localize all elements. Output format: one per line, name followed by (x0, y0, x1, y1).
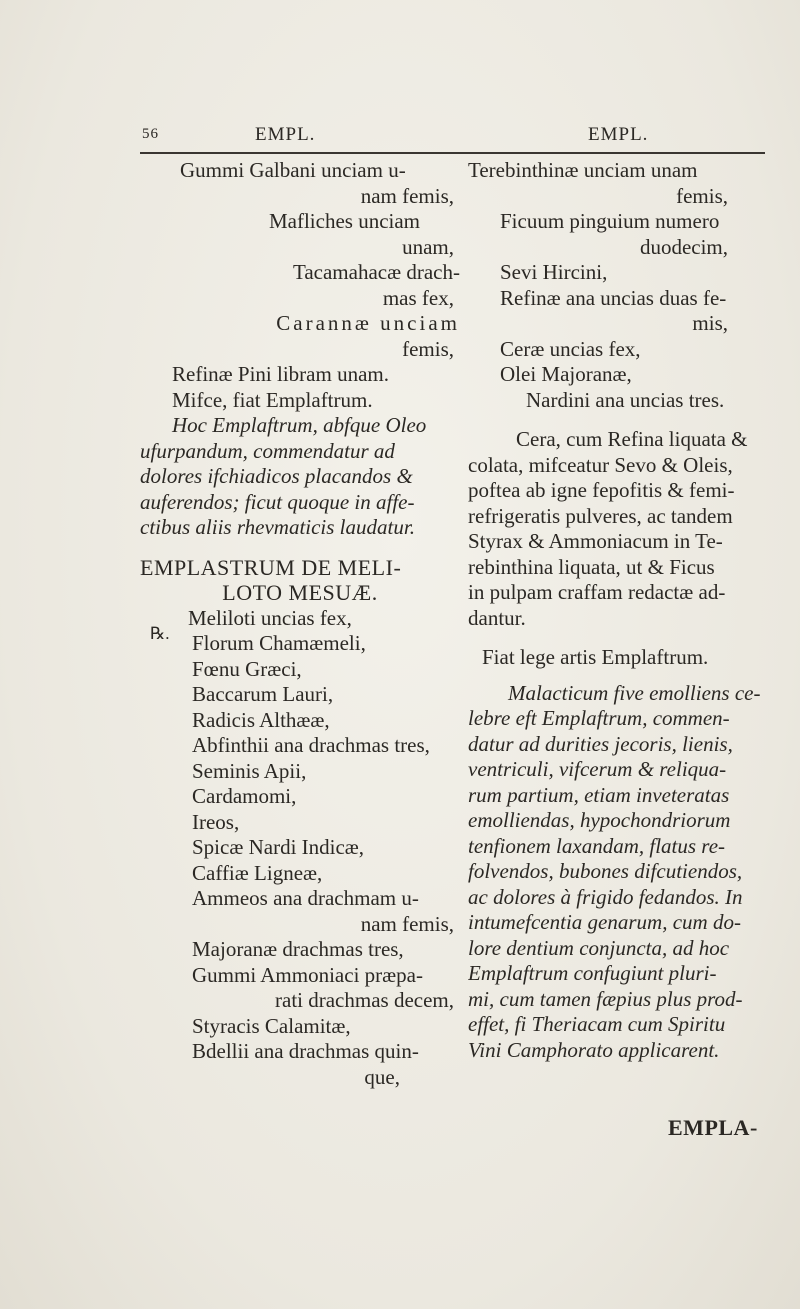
note-line: emolliendas, hypochondriorum (468, 808, 731, 832)
text-line: Bdellii ana drachmas quin- (192, 1039, 419, 1063)
paragraph-line: Styrax & Ammoniacum in Te- (468, 529, 723, 553)
paragraph-line: dantur. (468, 605, 526, 630)
note-line: datur ad durities jecoris, lienis, (468, 731, 733, 756)
page-number: 56 (142, 126, 159, 142)
text-line: Majoranæ drachmas tres, (192, 937, 404, 961)
text-line: Sevi Hircini, (500, 260, 608, 284)
catchword: EMPLA- (668, 1115, 758, 1140)
note-line: ufurpandum, commendatur ad (140, 438, 395, 463)
note-line: rum partium, etiam inveteratas (468, 782, 730, 807)
header-rule (140, 152, 765, 154)
left-column (140, 158, 460, 1090)
text-line: mas fex, (382, 285, 454, 310)
note-line: mi, cum tamen fæpius plus prod- (468, 986, 743, 1011)
text-line: Cardamomi, (192, 784, 297, 808)
note-line: auferendos; ficut quoque in affe- (140, 489, 415, 514)
note-line: lebre eft Emplaftrum, commen- (468, 706, 730, 730)
text-line: Carannæ unciam (276, 311, 460, 335)
paragraph-line: rebinthina liquata, ut & Ficus (468, 554, 715, 579)
note-line: Vini Camphorato applicarent. (468, 1037, 720, 1062)
text-line: Terebinthinæ unciam unam (468, 158, 698, 182)
text-line: Gummi Galbani unciam u- (180, 158, 406, 182)
left-running-head: EMPL. (255, 124, 316, 145)
section-title: LOTO MESUÆ. (222, 580, 378, 605)
text-line: Refinæ Pini libram unam. (172, 362, 389, 386)
note-line: ac dolores à frigido fedandos. In (468, 884, 743, 909)
text-line: rati drachmas decem, (275, 988, 454, 1012)
paragraph-line: refrigeratis pulveres, ac tandem (468, 503, 733, 528)
text-line: Radicis Althææ, (192, 707, 330, 732)
text-line: Ammeos ana drachmam u- (192, 886, 419, 910)
text-line: nam femis, (360, 911, 454, 936)
note-line: Emplaftrum confugiunt pluri- (468, 961, 717, 985)
right-column (468, 158, 768, 1063)
note-line: folvendos, bubones difcutiendos, (468, 859, 743, 883)
right-running-head: EMPL. (588, 124, 649, 145)
text-line: Ficuum pinguium numero (500, 209, 720, 233)
text-line: Meliloti uncias fex, (188, 605, 352, 630)
note-line: dolores ifchiadicos placandos & (140, 464, 413, 488)
text-line: mis, (692, 311, 728, 335)
fiat-line: Fiat lege artis Emplaftrum. (482, 645, 709, 669)
text-line: Refinæ ana uncias duas fe- (500, 285, 727, 310)
text-line: Styracis Calamitæ, (192, 1013, 351, 1038)
running-header (140, 120, 770, 150)
text-line: femis, (402, 336, 454, 361)
note-line: Malacticum five emolliens ce- (508, 680, 761, 705)
section-title: EMPLASTRUM DE MELI- (140, 554, 402, 580)
text-line: Mafliches unciam (268, 209, 420, 233)
note-line: ctibus aliis rhevmaticis laudatur. (140, 515, 415, 539)
text-line: Abfinthii ana drachmas tres, (192, 733, 430, 757)
text-line: Florum Chamæmeli, (192, 631, 366, 655)
text-line: Tacamahacæ drach- (292, 260, 460, 284)
note-line: Hoc Emplaftrum, abfque Oleo (172, 413, 427, 437)
text-line: Baccarum Lauri, (192, 682, 334, 706)
text-line: Nardini ana uncias tres. (526, 387, 725, 412)
paragraph-line: in pulpam craffam redactæ ad- (468, 580, 726, 604)
note-line: tenfionem laxandam, flatus re- (468, 833, 726, 858)
text-line: Olei Majoranæ, (500, 362, 632, 386)
text-line: nam femis, (360, 183, 454, 208)
paragraph-line: Cera, cum Refina liquata & (516, 427, 748, 451)
text-line: que, (364, 1064, 400, 1089)
note-line: lore dentium conjuncta, ad hoc (468, 935, 730, 960)
text-line: femis, (676, 183, 728, 208)
text-line: Ceræ uncias fex, (500, 336, 641, 361)
paragraph-line: colata, mifceatur Sevo & Oleis, (468, 452, 733, 477)
note-line: intumefcentia genarum, cum do- (468, 910, 741, 934)
text-line: duodecim, (639, 234, 728, 259)
note-line: ventriculi, vifcerum & reliqua- (468, 757, 727, 781)
text-line: Ireos, (192, 809, 240, 834)
text-line: Seminis Apii, (192, 758, 307, 783)
text-line: Fœnu Græci, (192, 656, 302, 681)
text-line: Gummi Ammoniaci præpa- (192, 962, 423, 987)
recipe-symbol: ℞. (150, 624, 170, 643)
note-line: effet, fi Theriacam cum Spiritu (468, 1012, 726, 1036)
text-line: unam, (402, 234, 454, 259)
text-line: Mifce, fiat Emplaftrum. (172, 387, 373, 412)
text-line: Spicæ Nardi Indicæ, (192, 835, 365, 859)
paragraph-line: poftea ab igne fepofitis & femi- (468, 478, 735, 502)
text-line: Caffiæ Ligneæ, (192, 860, 323, 885)
